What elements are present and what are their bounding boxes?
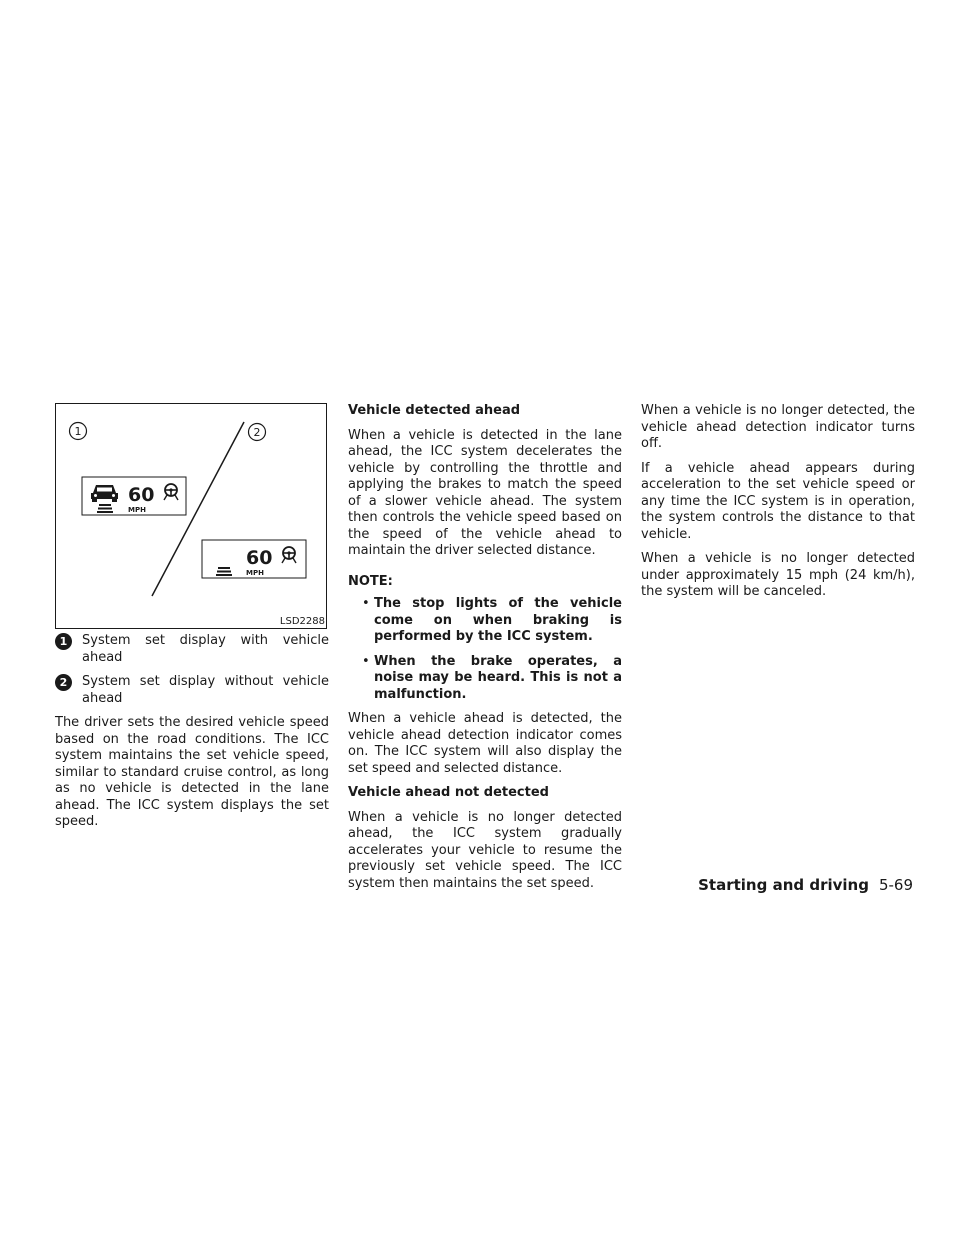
heading-vehicle-detected: Vehicle detected ahead [348,403,521,418]
steering-wheel-icon [282,547,296,563]
display-1-speed: 60 [128,484,155,506]
caption-1-number: 1 [55,633,72,650]
caption-2-text: System set display without vehicle ahead [82,674,329,706]
bullet-symbol: • [362,653,370,669]
paragraph: When a vehicle is no longer detected ahead, the ICC system gradually accelerates your vehicle to resume the previously set vehicle speed. The ICC system then maintains the set speed. [348,809,622,891]
display-with-vehicle-ahead [82,477,186,515]
note-bullet-text: When the brake operates, a noise may be heard. This is not a malfunction. [374,653,622,702]
figure-code: LSD2288 [279,616,325,627]
callout-2-label: 2 [253,426,261,439]
note-bullet [362,654,622,704]
column-1 [55,403,329,839]
callout-2-icon [249,424,266,441]
display-without-vehicle-ahead [202,540,306,578]
paragraph: When a vehicle is no longer detected under approximately 15 mph (24 km/h), the system will be canceled. [641,551,915,599]
caption-1 [55,633,329,666]
section-title: Starting and driving [698,876,869,894]
icc-display-illustration [56,404,326,628]
paragraph: When a vehicle is detected in the lane ahead, the ICC system decelerates the vehicle by controlling the throttle and applying the brakes to match the speed of a slower vehicle ahead. The system then controls the vehicle speed based on the speed of the vehicle ahead to maintain the driver selected distance. [348,427,622,558]
column-2 [348,403,622,900]
display-2-speed: 60 [246,547,273,569]
bullet-symbol: • [362,596,370,611]
paragraph: The driver sets the desired vehicle speed based on the road conditions. The ICC system maintains the set vehicle speed, similar to standard cruise control, as long as no vehicle is detected in the lane ahead. The ICC system displays the set speed. [55,715,329,829]
column-3 [641,403,915,609]
distance-bars-icon [97,504,113,513]
icc-display-figure [55,403,327,629]
paragraph: When a vehicle ahead is detected, the vehicle ahead detection indicator comes on. The ICC system will also display the set speed and selected distance. [348,711,622,776]
callout-1-icon [70,423,87,440]
distance-bars-icon [216,567,232,576]
callout-1-label: 1 [74,425,82,438]
heading-vehicle-not-detected: Vehicle ahead not detected [348,785,549,800]
page-footer [698,876,913,894]
vehicle-ahead-icon [91,485,118,502]
display-1-unit: MPH [128,506,146,514]
caption-1-text: System set display with vehicle ahead [82,633,329,665]
note-label: NOTE: [348,573,393,589]
caption-2 [55,674,329,707]
note-bullet [362,596,622,646]
display-2-unit: MPH [246,569,264,577]
caption-2-number: 2 [55,674,72,691]
note-bullet-text: The stop lights of the vehicle come on when braking is performed by the ICC system. [374,596,622,644]
page-number: 5-69 [878,876,913,894]
paragraph: If a vehicle ahead appears during acceleration to the set vehicle speed or any time the ICC system is in operation, the system controls the distance to that vehicle. [641,460,915,542]
paragraph: When a vehicle is no longer detected, the vehicle ahead detection indicator turns off. [641,403,915,451]
steering-wheel-icon [164,484,178,500]
